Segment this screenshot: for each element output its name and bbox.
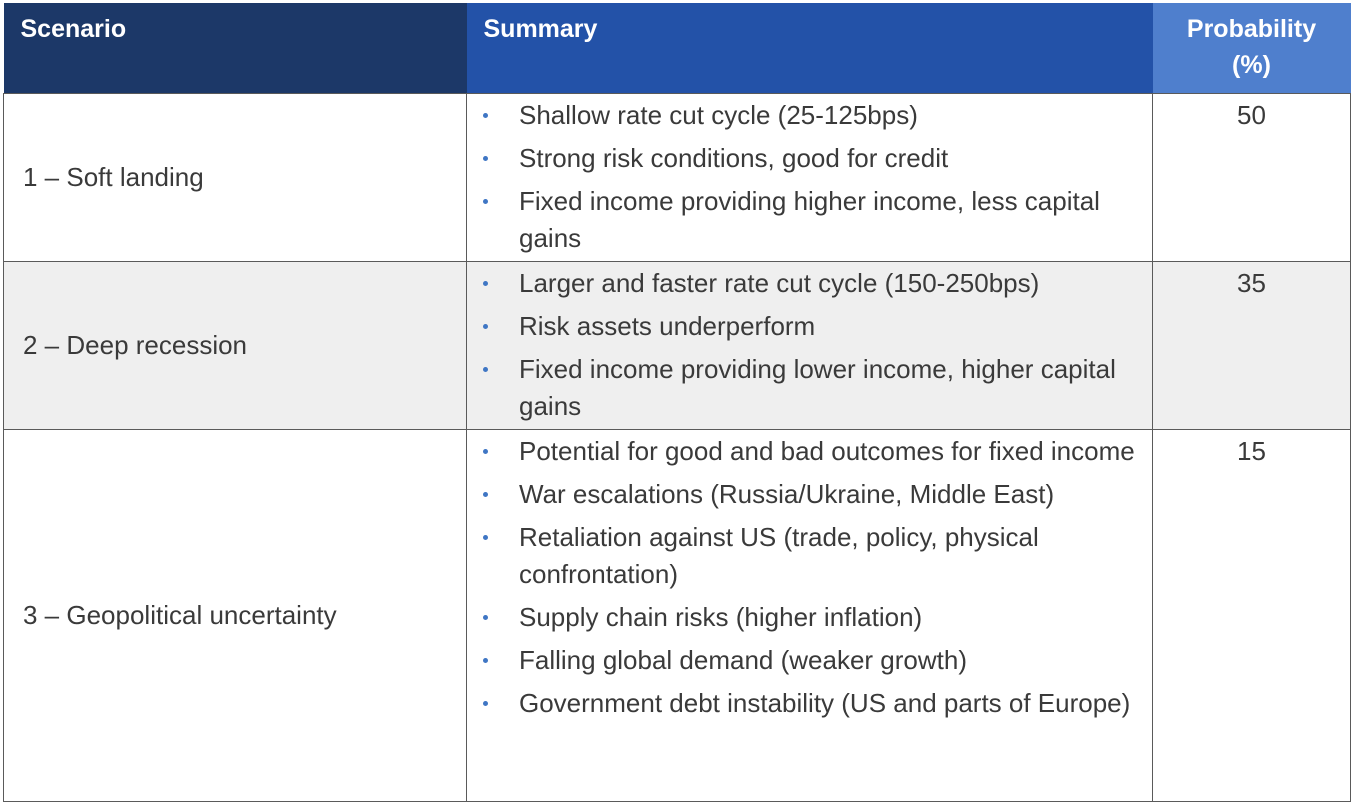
list-item-text: War escalations (Russia/Ukraine, Middle East): [519, 479, 1055, 509]
list-item: [481, 97, 1140, 134]
bullet-dot-icon: [483, 701, 488, 706]
list-item-text: Shallow rate cut cycle (25-125bps): [519, 100, 918, 130]
list-item-text: Potential for good and bad outcomes for fixed income: [519, 436, 1135, 466]
list-item-text: Retaliation against US (trade, policy, physical confrontation): [519, 522, 1039, 589]
list-item: [481, 351, 1140, 425]
bullet-dot-icon: [483, 658, 488, 663]
summary-list: [481, 265, 1140, 425]
summary-list: [481, 97, 1140, 257]
header-summary: Summary: [467, 3, 1153, 94]
table-row: [4, 430, 1351, 802]
list-item-text: Supply chain risks (higher inflation): [519, 602, 923, 632]
list-item-text: Falling global demand (weaker growth): [519, 645, 968, 675]
header-probability-label: Probability: [1186, 15, 1317, 43]
list-item: [481, 433, 1140, 470]
header-probability-unit: (%): [1232, 51, 1271, 79]
list-item: [481, 519, 1140, 593]
bullet-dot-icon: [483, 367, 488, 372]
summary-list: [481, 433, 1140, 722]
scenario-cell: 2 – Deep recession: [4, 262, 467, 430]
probability-cell: 15: [1153, 430, 1351, 802]
scenario-cell: 3 – Geopolitical uncertainty: [4, 430, 467, 802]
probability-cell: 35: [1153, 262, 1351, 430]
table-row: [4, 94, 1351, 262]
bullet-dot-icon: [483, 324, 488, 329]
table-row: [4, 262, 1351, 430]
bullet-dot-icon: [483, 199, 488, 204]
list-item-text: Risk assets underperform: [519, 311, 816, 341]
list-item: [481, 183, 1140, 257]
summary-cell: [467, 94, 1153, 262]
summary-cell: [467, 262, 1153, 430]
list-item: [481, 140, 1140, 177]
list-item-text: Government debt instability (US and parts of Europe): [519, 688, 1131, 718]
header-scenario: Scenario: [4, 3, 467, 94]
scenario-cell: 1 – Soft landing: [4, 94, 467, 262]
probability-cell: 50: [1153, 94, 1351, 262]
list-item: [481, 265, 1140, 302]
table-header-row: [4, 3, 1351, 94]
scenario-table: [3, 3, 1351, 802]
header-probability: [1153, 3, 1351, 94]
list-item: [481, 685, 1140, 722]
list-item: [481, 308, 1140, 345]
list-item-text: Strong risk conditions, good for credit: [519, 143, 949, 173]
list-item-text: Fixed income providing higher income, less capital gains: [519, 186, 1100, 253]
bullet-dot-icon: [483, 449, 488, 454]
bullet-dot-icon: [483, 156, 488, 161]
list-item-text: Larger and faster rate cut cycle (150-250bps): [519, 268, 1040, 298]
list-item: [481, 642, 1140, 679]
bullet-dot-icon: [483, 615, 488, 620]
bullet-dot-icon: [483, 492, 488, 497]
bullet-dot-icon: [483, 113, 488, 118]
list-item: [481, 476, 1140, 513]
list-item-text: Fixed income providing lower income, higher capital gains: [519, 354, 1116, 421]
bullet-dot-icon: [483, 281, 488, 286]
list-item: [481, 599, 1140, 636]
summary-cell: [467, 430, 1153, 802]
bullet-dot-icon: [483, 535, 488, 540]
